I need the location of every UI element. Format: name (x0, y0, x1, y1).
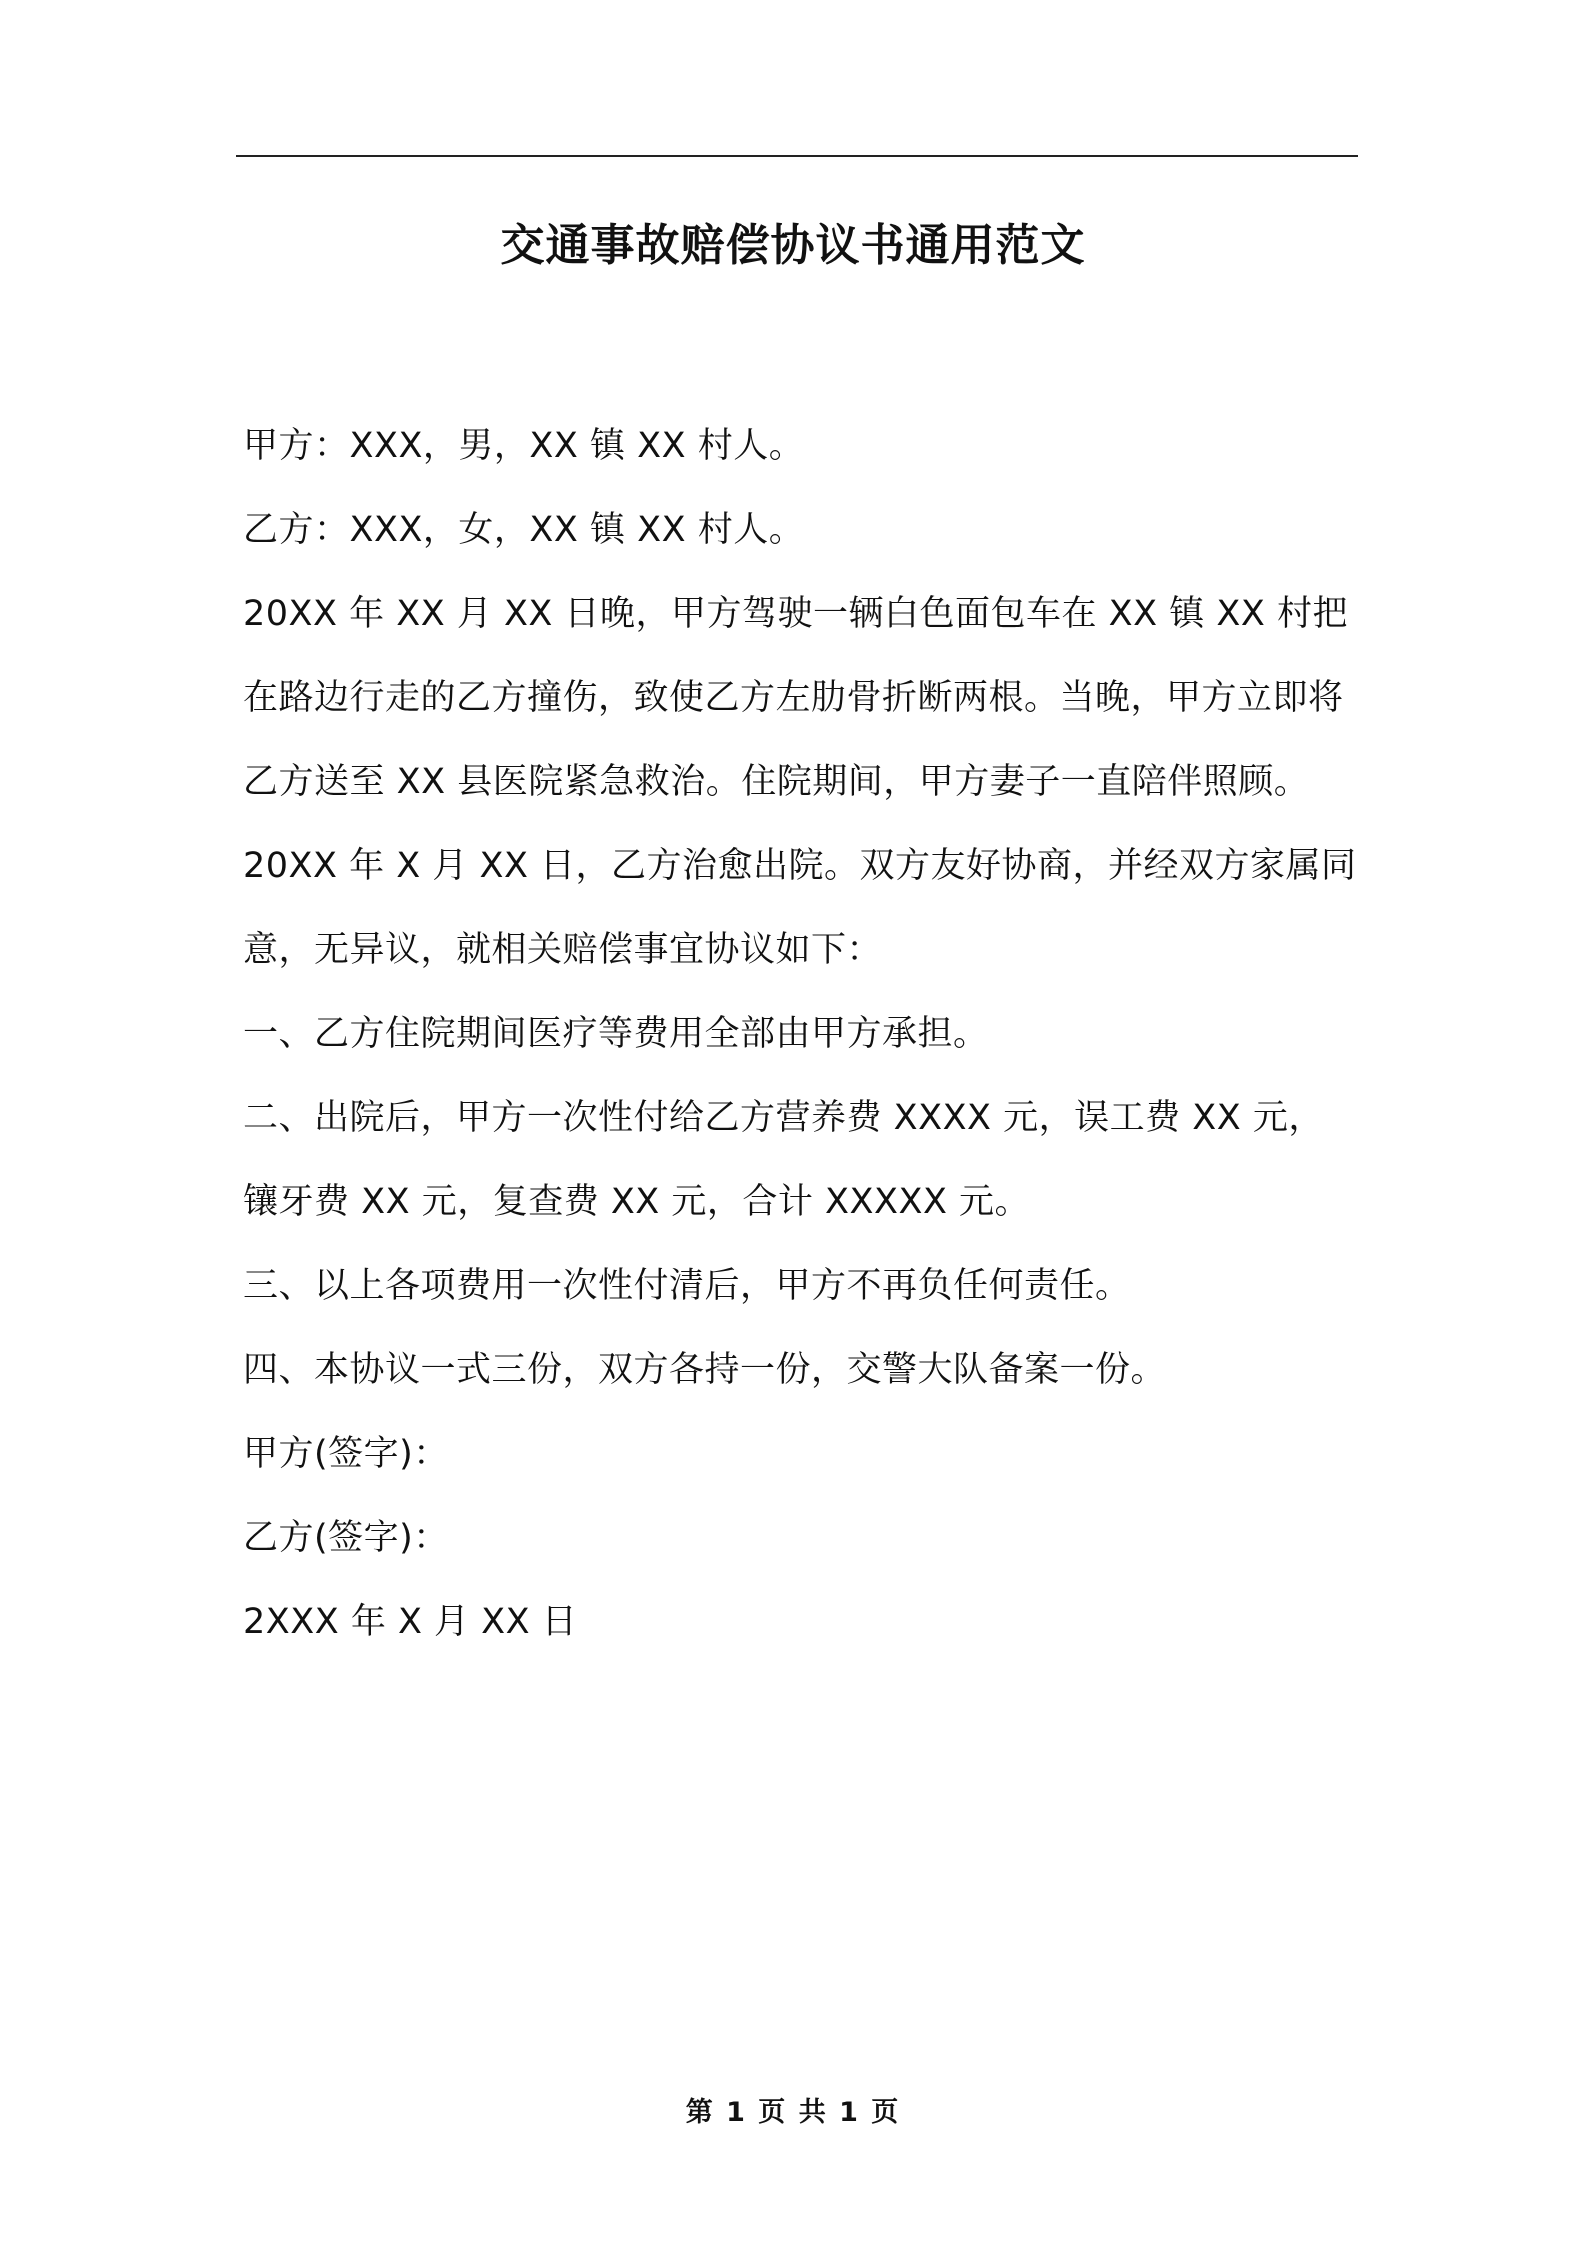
clause-3: 三、以上各项费用一次性付清后，甲方不再负任何责任。 (243, 1266, 1131, 1306)
party-a-signature: 甲方(签字)： (243, 1434, 449, 1474)
clause-2: 二、出院后，甲方一次性付给乙方营养费 XXXX 元，误工费 XX 元，镶牙费 XX 元，复查费 XX 元，合计 XXXXX 元。 (243, 1098, 1324, 1222)
negotiation-statement: 20XX 年 X 月 XX 日，乙方治愈出院。双方友好协商，并经双方家属同意，无异议，就相关赔偿事宜协议如下： (243, 846, 1357, 970)
signing-date: 2XXX 年 X 月 XX 日 (243, 1602, 578, 1642)
incident-description: 20XX 年 XX 月 XX 日晚，甲方驾驶一辆白色面包车在 XX 镇 XX 村把在路边行走的乙方撞伤，致使乙方左肋骨折断两根。当晚，甲方立即将乙方送至 XX 县医院紧急救治。住院期间，甲方妻子一直陪伴照顾。 (243, 594, 1348, 802)
party-b-info: 乙方：XXX，女，XX 镇 XX 村人。 (243, 510, 805, 550)
party-a-info: 甲方：XXX，男，XX 镇 XX 村人。 (243, 426, 805, 466)
page-number-footer: 第 1 页 共 1 页 (685, 2097, 901, 2128)
document-body (243, 404, 1358, 1664)
party-b-signature: 乙方(签字)： (243, 1518, 449, 1558)
clause-4: 四、本协议一式三份，双方各持一份，交警大队备案一份。 (243, 1350, 1167, 1390)
document-title: 交通事故赔偿协议书通用范文 (500, 220, 1086, 271)
clause-1: 一、乙方住院期间医疗等费用全部由甲方承担。 (243, 1014, 989, 1054)
header-rule (236, 155, 1358, 157)
